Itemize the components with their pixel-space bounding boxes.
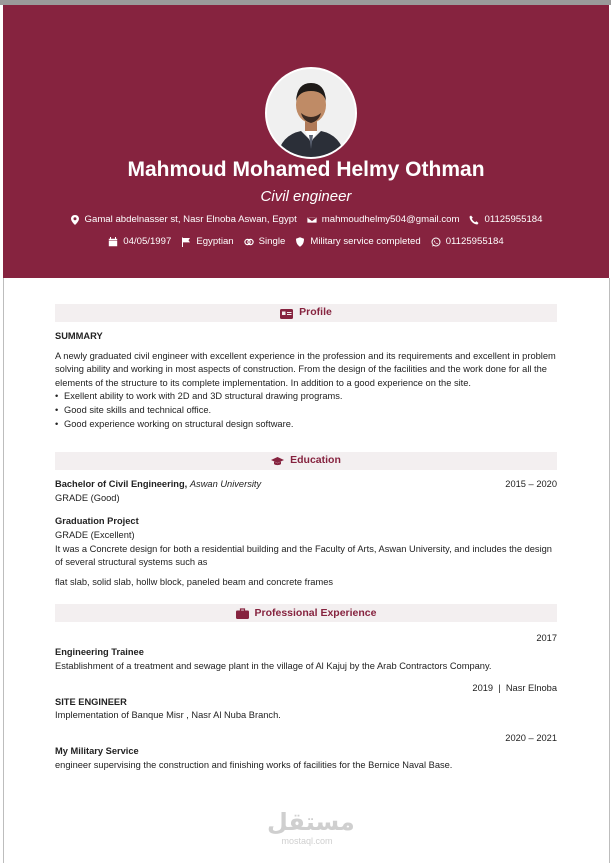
full-name: Mahmoud Mohamed Helmy Othman: [127, 158, 485, 181]
briefcase-icon: [236, 608, 249, 619]
contact-nationality: [181, 236, 233, 247]
experience-section-header: [55, 604, 557, 622]
profile-bullet: • Good experience working on structural design software.: [64, 418, 557, 432]
degree-title: Bachelor of Civil Engineering,: [55, 479, 188, 490]
education-section-title: Education: [290, 454, 341, 467]
project-description: It was a Concrete design for both a residential building and the Faculty of Arts, Aswan University, and includes the design of several structural systems such as: [55, 543, 552, 568]
summary-text: A newly graduated civil engineer with excellent experience in the profession and its requirements and excellent in problem solving ability and working in most aspects of construction. From the design of the facilities and the work done for all the elements of the structure to its complete implementation. In addition to a good experience on the site.: [55, 350, 556, 388]
profile-bullet: • Good site skills and technical office.: [64, 404, 557, 418]
watermark-latin: mostaql.com: [281, 836, 333, 846]
project-grade: GRADE (Excellent): [55, 529, 135, 540]
flag-icon: [181, 237, 191, 247]
contact-military-status: [295, 236, 420, 247]
birthdate-text: 04/05/1997: [123, 236, 172, 247]
job-date: 2019 | Nasr Elnoba: [472, 683, 557, 694]
location-pin-icon: [70, 215, 80, 225]
job-description: Implementation of Banque Misr , Nasr Al Nuba Branch.: [55, 710, 281, 721]
profile-section-header: [55, 304, 557, 322]
job-date: 2017: [536, 633, 557, 644]
profile-photo: [265, 67, 357, 159]
job-title: Engineering Trainee: [55, 646, 144, 657]
profile-photo-image: [267, 69, 355, 157]
watermark-arabic: مستقل: [267, 809, 355, 836]
contact-birthdate: [108, 236, 171, 247]
degree-dates: 2015 – 2020: [505, 479, 557, 490]
mostaql-watermark: [267, 809, 355, 846]
job-entry: [55, 632, 557, 646]
nationality-text: Egyptian: [196, 236, 234, 247]
project-systems: flat slab, solid slab, hollw block, paneled beam and concrete frames: [55, 576, 334, 587]
address-text: Gamal abdelnasser st, Nasr Elnoba Aswan, Egypt: [84, 214, 297, 225]
degree-grade: GRADE (Good): [55, 492, 120, 503]
phone-icon: [469, 215, 479, 225]
project-title: Graduation Project: [55, 516, 139, 527]
degree-line: [55, 478, 261, 492]
job-title: SITE ENGINEER: [55, 696, 127, 707]
contact-row-1: [3, 214, 609, 225]
resume-header: [3, 5, 609, 278]
military-status-text: Military service completed: [310, 236, 421, 247]
email-text: mahmoudhelmy504@gmail.com: [321, 214, 460, 225]
profile-bullet: • Exellent ability to work with 2D and 3D structural drawing programs.: [64, 390, 557, 404]
calendar-icon: [108, 237, 118, 247]
contact-marital-status: [244, 236, 286, 247]
summary-heading: SUMMARY: [55, 331, 103, 341]
job-entry: [55, 732, 557, 746]
degree-row: [55, 478, 557, 492]
right-border-line: [609, 278, 610, 863]
shield-icon: [295, 237, 305, 247]
experience-section-title: Professional Experience: [254, 606, 377, 619]
id-card-icon: [280, 308, 293, 319]
contact-whatsapp[interactable]: [431, 236, 504, 247]
graduation-cap-icon: [271, 456, 284, 467]
job-title: Civil engineer: [260, 188, 352, 205]
left-border-line: [3, 278, 4, 863]
contact-address: [70, 214, 297, 225]
profile-section-title: Profile: [299, 306, 332, 319]
job-description: engineer supervising the construction and finishing works of facilities for the Bernice Naval Base.: [55, 760, 453, 771]
job-title: My Military Service: [55, 746, 139, 757]
envelope-icon: [307, 215, 317, 225]
resume-body: [55, 304, 557, 773]
contact-phone[interactable]: [469, 214, 542, 225]
phone-text: 01125955184: [484, 214, 543, 225]
whatsapp-text: 01125955184: [445, 236, 504, 247]
university-name: Aswan University: [189, 479, 262, 490]
profile-bullet-list: [55, 390, 557, 431]
education-section-header: [55, 452, 557, 470]
rings-icon: [244, 237, 254, 247]
contact-email[interactable]: [307, 214, 460, 225]
job-entry: [55, 682, 557, 696]
job-date: 2020 – 2021: [505, 732, 557, 743]
contact-row-2: [3, 236, 609, 247]
whatsapp-icon: [431, 237, 441, 247]
job-description: Establishment of a treatment and sewage plant in the village of Al Kajuj by the Arab Contractors Company.: [55, 660, 492, 671]
marital-status-text: Single: [258, 236, 286, 247]
